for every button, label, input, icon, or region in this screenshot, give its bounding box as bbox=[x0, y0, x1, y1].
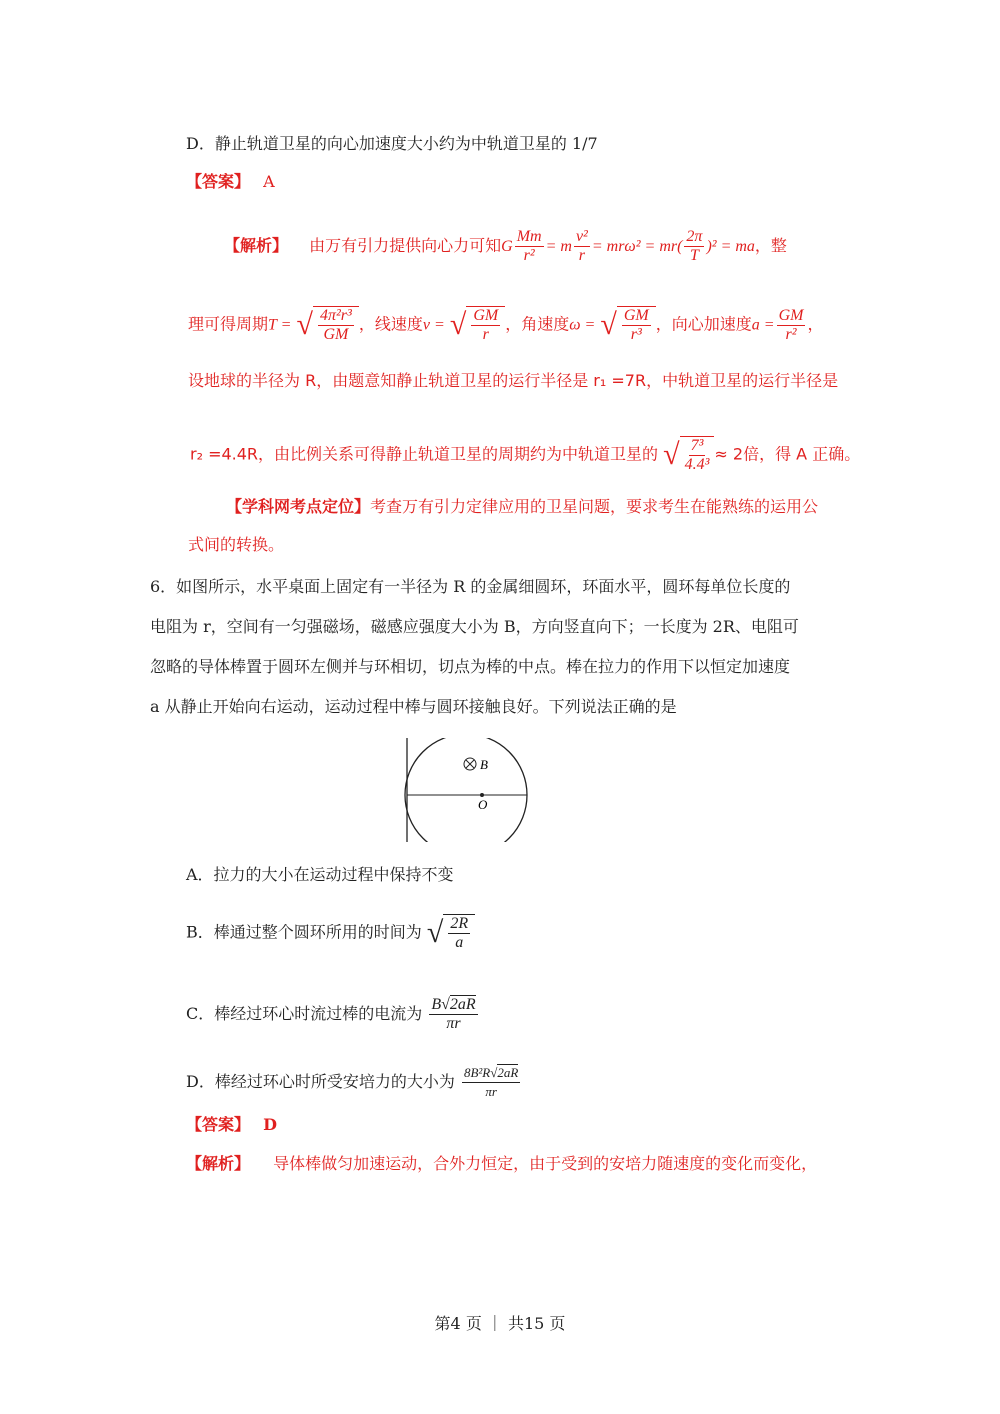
metal-ring bbox=[405, 738, 527, 842]
q6-line3: 忽略的导体棒置于圆环左侧并与环相切，切点为棒的中点。棒在拉力的作用下以恒定加速度 bbox=[150, 657, 791, 676]
answer-prev bbox=[186, 172, 275, 192]
q6-option-c: C．棒经过环心时流过棒的电流为 $\frac{B√2aR}{\pi r}$ bbox=[186, 996, 476, 1032]
q6-option-d: D．棒经过环心时所受安培力的大小为 $\frac{\text{8B²R√2aR}}{\pi r}$ bbox=[186, 1065, 519, 1099]
q6-option-b: B．棒通过整个圆环所用的时间为 √ $\frac{2R}{a}$ bbox=[186, 914, 475, 952]
topic-label: 【学科网考点定位】 bbox=[226, 497, 371, 516]
q6-answer: 【答案】 D bbox=[186, 1115, 277, 1134]
ring-figure bbox=[400, 738, 540, 842]
analysis-line3: 设地球的半径为 R，由题意知静止轨道卫星的运行半径是 r₁ =7R，中轨道卫星的运行半径是 bbox=[188, 371, 839, 390]
q6-line1: 6．如图所示，水平桌面上固定有一半径为 R 的金属细圆环，环面水平，圆环每单位长度的 bbox=[150, 577, 791, 596]
topic-line1: 【学科网考点定位】考查万有引力定律应用的卫星问题，要求考生在能熟练的运用公 bbox=[226, 497, 819, 516]
option-d-prev: D．静止轨道卫星的向心加速度大小约为中轨道卫星的 1/7 bbox=[186, 134, 598, 153]
center-label: O bbox=[478, 797, 488, 812]
analysis-line1: 【解析】 由万有引力提供向心力可知G $\frac{Mm}{\text{r²}}$ = m $\frac{\text{v²}}{r}$ = mrω² = mr( $\frac{2\pi}{T}$ )² = ma，整 bbox=[224, 228, 787, 264]
answer-value: A bbox=[263, 172, 275, 191]
field-label: B bbox=[480, 757, 488, 772]
q6-line2: 电阻为 r，空间有一匀强磁场，磁感应强度大小为 B，方向竖直向下；一长度为 2R、电阻可 bbox=[150, 617, 799, 636]
q6-option-a: A．拉力的大小在运动过程中保持不变 bbox=[186, 865, 454, 884]
analysis-line4: r₂ =4.4R，由比例关系可得静止轨道卫星的周期约为中轨道卫星的 √ $\frac{\text{7³}}{\text{4.4³}}$ ≈ 2倍，得 A 正确。 bbox=[190, 437, 861, 473]
analysis-line2: 理可得周期T = √ $\frac{\text{4π²r³}}{GM}$ ，线速度v = √ $\frac{GM}{r}$ ，角速度ω = √ $\frac{GM}{\text{r³}}$ ，向心加速度a = $\frac{GM}{\text{r²}}$ ， bbox=[188, 306, 824, 343]
page-footer: 第4 页 ｜ 共15 页 bbox=[434, 1314, 566, 1333]
q6-line4: a 从静止开始向右运动，运动过程中棒与圆环接触良好。下列说法正确的是 bbox=[150, 697, 677, 716]
answer-label: 【答案】 bbox=[186, 172, 251, 191]
q6-analysis: 【解析】 导体棒做匀加速运动，合外力恒定，由于受到的安培力随速度的变化而变化， bbox=[186, 1154, 818, 1173]
analysis-label: 【解析】 bbox=[224, 236, 289, 255]
topic-line2: 式间的转换。 bbox=[188, 535, 285, 554]
